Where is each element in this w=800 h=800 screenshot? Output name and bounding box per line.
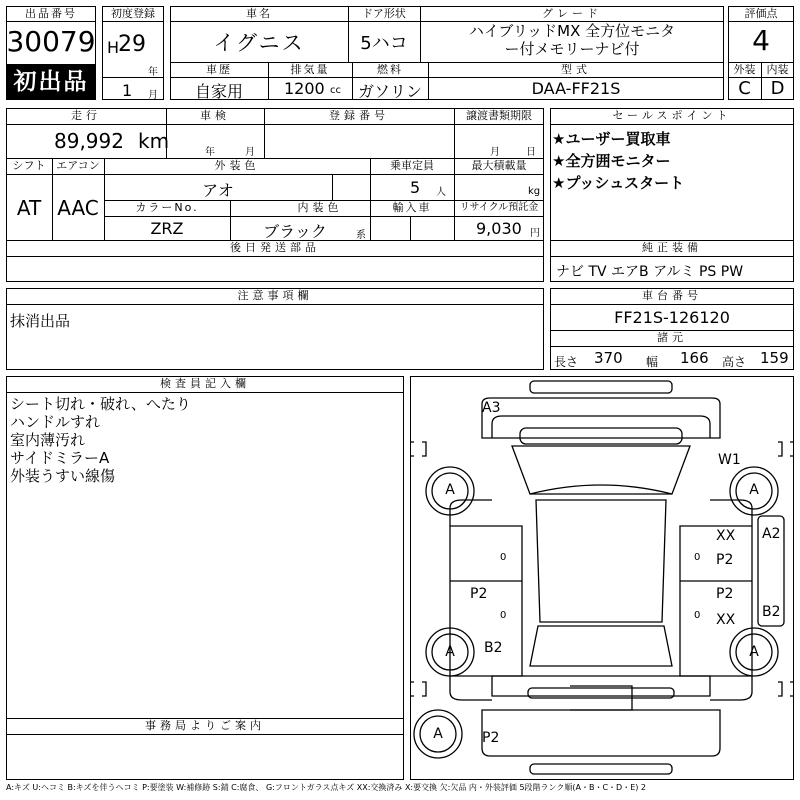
transfer-deadline-label: 譲渡書類期限 <box>466 109 532 122</box>
sales-points-label: セールスポイント <box>612 109 732 122</box>
exterior-grade-label: 外装 <box>733 63 756 76</box>
import-label: 輸入車 <box>392 201 432 214</box>
inspector-line-3: 室内薄汚れ <box>10 431 86 449</box>
displacement-unit: cc <box>330 85 341 96</box>
lot-label: 出品番号 <box>25 7 77 20</box>
notes-label: 注意事項欄 <box>237 289 313 302</box>
mark-p2-left: P2 <box>470 586 488 602</box>
history: 自家用 <box>194 82 243 101</box>
car-outline-diagram <box>410 376 794 780</box>
mark-b2-left: B2 <box>484 640 503 656</box>
first-reg-era: H <box>107 38 120 57</box>
sales-point-2: ★全方囲モニター <box>552 152 671 170</box>
inspection-year-unit: 年 <box>205 147 215 158</box>
dimensions-label: 諸元 <box>657 331 687 344</box>
inspector-line-4: サイドミラーA <box>10 449 110 467</box>
car-name: イグニス <box>213 31 305 55</box>
interior-color: ブラック <box>263 222 327 241</box>
legend: A:キズ U:ヘコミ B:キズを伴うヘコミ P:要塗装 W:補修跡 S:錆 C:腐食、 G:フロントガラス点キズ XX:交換済み X:要交換 欠:欠品 内・外装評価 5段階ランク順(A・B・C・D・E) 2 <box>6 783 647 792</box>
transfer-day-unit: 日 <box>526 147 536 158</box>
aircon: AAC <box>57 196 99 220</box>
notes: 抹消出品 <box>10 312 71 330</box>
mark-p2-bottom: P2 <box>482 730 500 746</box>
color-no-label: カラーNo. <box>135 201 199 214</box>
capacity-unit: 人 <box>436 187 446 198</box>
interior-grade-label: 内装 <box>766 63 789 76</box>
lot-number: 30079 <box>6 25 96 58</box>
first-listing-badge: 初出品 <box>6 64 96 100</box>
score-label: 評価点 <box>744 7 778 20</box>
mark-p2-2: P2 <box>716 586 734 602</box>
length-label: 長さ <box>554 355 579 369</box>
mark-a-rear-right: A <box>749 644 759 660</box>
fuel: ガソリン <box>357 82 422 101</box>
car-name-label: 車名 <box>246 7 272 20</box>
sales-point-1: ★ユーザー買取車 <box>552 130 671 148</box>
grade-label: グレード <box>542 7 602 20</box>
score: 4 <box>752 24 770 57</box>
capacity: 5 <box>410 178 421 197</box>
mark-zero-1: 0 <box>500 552 507 563</box>
equipment: ナビ TV エアB アルミ PS PW <box>556 264 744 280</box>
first-reg-label: 初度登録 <box>111 7 155 20</box>
color-no: ZRZ <box>150 219 184 238</box>
width: 166 <box>680 349 709 367</box>
capacity-label: 乗車定員 <box>390 159 434 172</box>
interior-grade: D <box>770 78 785 99</box>
grade-line2: ー付メモリーナビ付 <box>504 40 640 58</box>
aircon-label: エアコン <box>56 159 100 172</box>
interior-color-suffix: 系 <box>356 230 366 241</box>
height: 159 <box>760 349 789 367</box>
mark-a-front-right: A <box>749 482 759 498</box>
doors: 5ハコ <box>360 33 408 54</box>
mark-zero-2: 0 <box>500 610 507 621</box>
equipment-label: 純正装備 <box>642 241 702 254</box>
exterior-grade: C <box>738 78 751 99</box>
shift: AT <box>16 196 42 220</box>
displacement: 1200 <box>284 79 325 98</box>
office-label: 事務局よりご案内 <box>145 719 265 732</box>
inspector-label: 検査員記入欄 <box>160 377 250 390</box>
mark-a-rear-left: A <box>445 644 455 660</box>
mark-a3: A3 <box>482 400 501 416</box>
first-reg-year-unit: 年 <box>148 67 158 78</box>
grade-line1: ハイブリッドMX 全方位モニタ <box>468 22 676 40</box>
max-load-unit: kg <box>528 186 541 197</box>
exterior-color-label: 外装色 <box>214 159 260 172</box>
length: 370 <box>594 349 623 367</box>
inspector-line-2: ハンドルすれ <box>10 413 101 431</box>
later-parts-label: 後日発送部品 <box>230 241 320 254</box>
recycle-unit: 円 <box>530 228 540 239</box>
mileage: 89,992 <box>54 129 124 153</box>
transfer-month-unit: 月 <box>490 147 500 158</box>
fuel-label: 燃料 <box>377 63 403 76</box>
exterior-color: アオ <box>202 181 234 200</box>
mark-xx-1: XX <box>716 528 736 544</box>
inspection-label: 車検 <box>200 109 230 122</box>
inspector-line-5: 外装うすい線傷 <box>10 467 116 485</box>
reg-number-label: 登録番号 <box>329 109 389 122</box>
inspection-month-unit: 月 <box>245 147 255 158</box>
history-label: 車歴 <box>206 63 232 76</box>
doors-label: ドア形状 <box>362 7 406 20</box>
model-code-label: 型式 <box>561 63 591 76</box>
mark-xx-2: XX <box>716 612 736 628</box>
model-code: DAA-FF21S <box>531 79 621 98</box>
first-reg-year: 29 <box>118 32 146 57</box>
first-reg-month-unit: 月 <box>148 90 158 101</box>
interior-color-label: 内装色 <box>297 201 343 214</box>
mark-a-spare: A <box>433 726 443 742</box>
max-load-label: 最大積載量 <box>471 159 527 172</box>
mark-zero-4: 0 <box>694 610 701 621</box>
mileage-label: 走行 <box>71 109 101 122</box>
width-label: 幅 <box>646 355 659 369</box>
mileage-unit: km <box>138 129 170 153</box>
chassis-label: 車台番号 <box>642 289 702 302</box>
height-label: 高さ <box>722 355 747 369</box>
mark-w1: W1 <box>718 452 741 468</box>
recycle: 9,030 <box>476 219 522 238</box>
mark-b2-right: B2 <box>762 604 781 620</box>
recycle-label: リサイクル預託金 <box>459 202 539 213</box>
mark-a-front-left: A <box>445 482 455 498</box>
mark-zero-3: 0 <box>694 552 701 563</box>
shift-label: シフト <box>12 159 46 172</box>
sales-point-3: ★プッシュスタート <box>552 174 685 192</box>
chassis: FF21S-126120 <box>614 308 730 327</box>
mark-p2-1: P2 <box>716 552 734 568</box>
inspector-line-1: シート切れ・破れ、へたり <box>10 395 191 413</box>
mark-a2: A2 <box>762 526 781 542</box>
displacement-label: 排気量 <box>290 63 330 76</box>
first-reg-month: 1 <box>122 81 133 100</box>
